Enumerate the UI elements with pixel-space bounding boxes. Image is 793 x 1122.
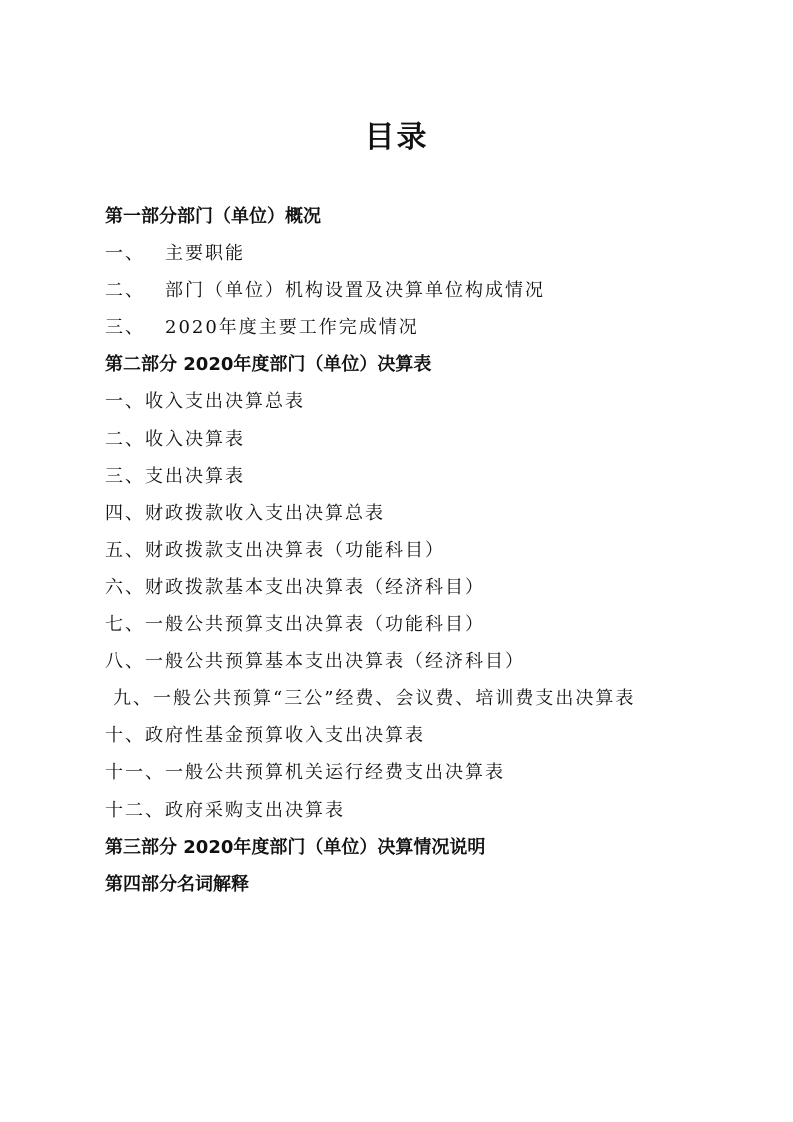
toc-item-2-7: 七、一般公共预算支出决算表（功能科目） [105,614,485,636]
toc-item-1-1 [105,235,745,272]
toc-item-2-3: 三、支出决算表 [105,465,245,487]
toc-item-2-12: 十二、政府采购支出决算表 [105,799,345,821]
toc-item-2-11: 十一、一般公共预算机关运行经费支出决算表 [105,762,505,784]
toc-part-4: 第四部分名词解释 [105,873,249,895]
toc-item-label: 部门（单位）机构设置及决算单位构成情况 [165,280,545,302]
toc-item-2-4: 四、财政拨款收入支出决算总表 [105,502,385,524]
table-of-contents [105,198,745,903]
toc-part-1: 第一部分部门（单位）概况 [105,206,321,227]
toc-item-2-2: 二、收入决算表 [105,428,245,450]
toc-part-2: 第二部分 2020年度部门（单位）决算表 [105,354,432,376]
toc-item-1-2 [105,272,745,309]
toc-item-2-10: 十、政府性基金预算收入支出决算表 [105,725,425,747]
toc-item-2-8: 八、一般公共预算基本支出决算表（经济科目） [105,651,525,673]
toc-item-2-5: 五、财政拨款支出决算表（功能科目） [105,539,445,561]
toc-item-label: 主要职能 [165,243,245,265]
toc-item-number: 三、 [105,317,145,339]
page-title: 目录 [364,120,429,155]
toc-item-2-1: 一、收入支出决算总表 [105,391,305,413]
toc-part-3: 第三部分 2020年度部门（单位）决算情况说明 [105,836,486,858]
toc-item-2-6: 六、财政拨款基本支出决算表（经济科目） [105,576,485,598]
toc-item-label: 2020年度主要工作完成情况 [165,317,419,339]
toc-item-number: 二、 [105,280,145,302]
toc-item-2-9: 九、一般公共预算“三公”经费、会议费、培训费支出决算表 [113,688,636,710]
toc-item-1-3 [105,309,745,346]
toc-item-number: 一、 [105,243,145,265]
